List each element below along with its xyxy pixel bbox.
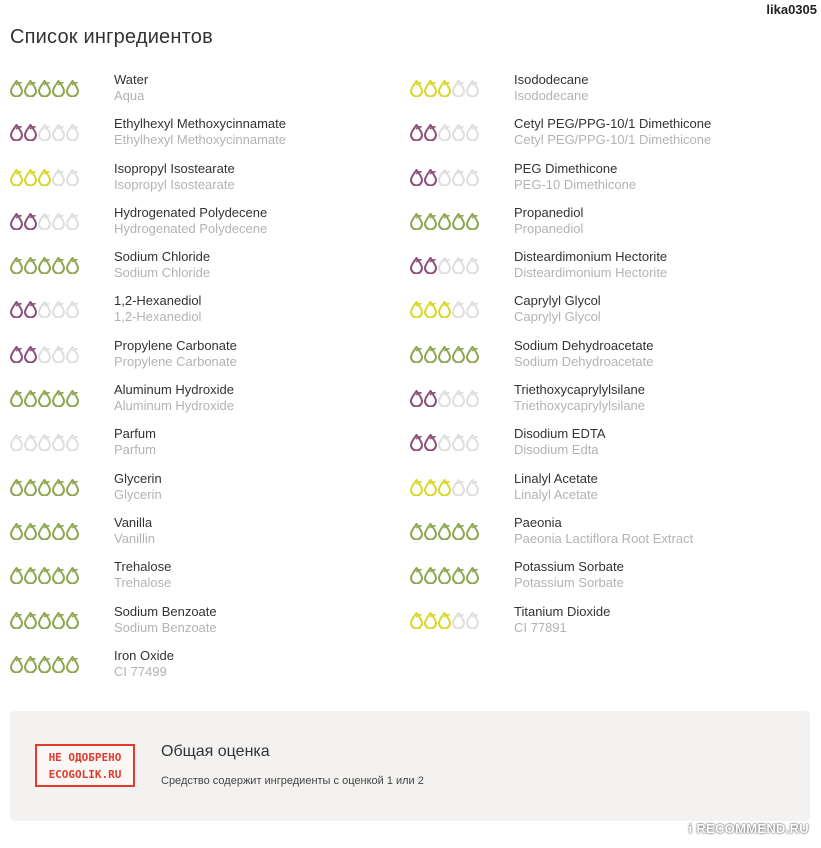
drop-icon — [410, 301, 423, 318]
drop-icon — [66, 301, 79, 318]
drop-icon — [52, 346, 65, 363]
drop-icon — [410, 80, 423, 97]
drop-icon — [38, 567, 51, 584]
ingredient-inci-name: Glycerin — [114, 486, 162, 502]
ingredient-name[interactable]: Propylene Carbonate — [114, 337, 237, 353]
ingredient-row[interactable] — [410, 559, 810, 603]
drop-icon — [66, 434, 79, 451]
ingredient-names — [114, 293, 201, 325]
ingredient-name[interactable]: Potassium Sorbate — [514, 559, 624, 575]
ingredient-names — [114, 249, 210, 281]
drop-icon — [38, 213, 51, 230]
drop-icon — [24, 567, 37, 584]
ingredient-names — [514, 161, 636, 193]
ingredient-names — [114, 161, 235, 193]
ingredient-row[interactable] — [10, 604, 410, 648]
drop-icon — [410, 434, 423, 451]
drop-icon — [410, 213, 423, 230]
ingredient-row[interactable] — [10, 205, 410, 249]
drop-icon — [410, 567, 423, 584]
ingredient-names — [114, 426, 156, 458]
drop-icon — [24, 346, 37, 363]
drop-icon — [466, 567, 479, 584]
ingredient-names — [514, 559, 624, 591]
ingredient-row[interactable] — [410, 471, 810, 515]
ingredient-name[interactable]: Triethoxycaprylylsilane — [514, 382, 646, 398]
drop-icon — [38, 169, 51, 186]
ingredient-row[interactable] — [10, 648, 410, 692]
drop-icon — [24, 169, 37, 186]
ingredient-name[interactable]: Hydrogenated Polydecene — [114, 204, 268, 220]
ingredient-inci-name: Paeonia Lactiflora Root Extract — [514, 530, 694, 546]
drop-icon — [10, 346, 23, 363]
ingredient-names — [114, 205, 267, 237]
drop-icon — [10, 390, 23, 407]
overall-rating-title: Общая оценка — [161, 743, 270, 760]
safety-rating — [10, 567, 79, 584]
drop-icon — [24, 124, 37, 141]
drop-icon — [424, 567, 437, 584]
safety-rating — [410, 257, 479, 274]
ingredient-row[interactable] — [410, 604, 810, 648]
ingredient-names — [514, 338, 653, 370]
drop-icon — [52, 213, 65, 230]
ingredient-names — [514, 604, 610, 636]
drop-icon — [424, 257, 437, 274]
ingredient-row[interactable] — [10, 382, 410, 426]
ingredient-row[interactable] — [10, 559, 410, 603]
drop-icon — [10, 301, 23, 318]
ingredient-inci-name: Sodium Dehydroacetate — [514, 353, 654, 369]
drop-icon — [38, 301, 51, 318]
ingredient-name[interactable]: Linalyl Acetate — [514, 470, 598, 486]
ingredient-name[interactable]: Glycerin — [114, 470, 162, 486]
safety-rating — [10, 257, 79, 274]
drop-icon — [10, 567, 23, 584]
safety-rating — [410, 567, 479, 584]
drop-icon — [66, 169, 79, 186]
ingredient-name[interactable]: Propanediol — [514, 204, 584, 220]
drop-icon — [410, 390, 423, 407]
ingredient-names — [514, 515, 693, 547]
ingredient-inci-name: Aluminum Hydroxide — [114, 398, 234, 414]
ingredient-row[interactable] — [10, 161, 410, 205]
ingredient-row[interactable] — [10, 471, 410, 515]
ingredient-names — [114, 116, 286, 148]
ingredient-inci-name: Hydrogenated Polydecene — [114, 220, 268, 236]
drop-icon — [52, 257, 65, 274]
drop-icon — [52, 479, 65, 496]
ingredient-inci-name: Parfum — [114, 442, 156, 458]
drop-icon — [52, 301, 65, 318]
ingredient-inci-name: Triethoxycaprylylsilane — [514, 398, 646, 414]
username: lika0305 — [766, 2, 817, 17]
drop-icon — [466, 390, 479, 407]
drop-icon — [38, 656, 51, 673]
ingredient-names — [514, 426, 606, 458]
drop-icon — [452, 213, 465, 230]
drop-icon — [66, 523, 79, 540]
drop-icon — [452, 390, 465, 407]
ingredient-row[interactable] — [410, 161, 810, 205]
ingredient-names — [114, 515, 155, 547]
drop-icon — [466, 612, 479, 629]
ingredient-names — [514, 205, 583, 237]
drop-icon — [38, 479, 51, 496]
drop-icon — [24, 301, 37, 318]
drop-icon — [466, 213, 479, 230]
drop-icon — [424, 301, 437, 318]
drop-icon — [438, 390, 451, 407]
ingredient-name[interactable]: Sodium Chloride — [114, 249, 211, 265]
ingredient-row[interactable] — [410, 338, 810, 382]
drop-icon — [52, 80, 65, 97]
ingredient-names — [514, 116, 711, 148]
ingredient-name[interactable]: Cetyl PEG/PPG-10/1 Dimethicone — [514, 116, 712, 132]
ingredient-names — [514, 382, 645, 414]
safety-rating — [10, 390, 79, 407]
drop-icon — [24, 656, 37, 673]
safety-rating — [410, 169, 479, 186]
drop-icon — [66, 567, 79, 584]
ingredient-list-left — [10, 72, 410, 692]
drop-icon — [38, 257, 51, 274]
drop-icon — [410, 612, 423, 629]
safety-rating — [10, 346, 79, 363]
safety-rating — [10, 301, 79, 318]
safety-rating — [410, 301, 479, 318]
safety-rating — [410, 80, 479, 97]
drop-icon — [466, 80, 479, 97]
drop-icon — [452, 301, 465, 318]
drop-icon — [24, 213, 37, 230]
drop-icon — [10, 169, 23, 186]
ingredient-name[interactable]: PEG Dimethicone — [514, 160, 618, 176]
drop-icon — [38, 346, 51, 363]
ingredient-list-right — [410, 72, 810, 648]
drop-icon — [466, 169, 479, 186]
ingredient-name[interactable]: Vanilla — [114, 514, 153, 530]
ingredient-inci-name: 1,2-Hexanediol — [114, 309, 202, 325]
ingredient-row[interactable] — [10, 249, 410, 293]
drop-icon — [66, 479, 79, 496]
watermark: i RECOMMEND.RU — [688, 821, 809, 836]
drop-icon — [452, 567, 465, 584]
drop-icon — [38, 612, 51, 629]
ingredient-row[interactable] — [410, 72, 810, 116]
drop-icon — [10, 656, 23, 673]
drop-icon — [466, 301, 479, 318]
drop-icon — [10, 479, 23, 496]
ingredient-inci-name: PEG-10 Dimethicone — [514, 176, 637, 192]
drop-icon — [410, 346, 423, 363]
ingredient-names — [114, 471, 162, 503]
drop-icon — [466, 523, 479, 540]
ingredient-names — [114, 559, 171, 591]
drop-icon — [410, 257, 423, 274]
drop-icon — [466, 346, 479, 363]
drop-icon — [424, 346, 437, 363]
drop-icon — [438, 213, 451, 230]
ingredient-row[interactable] — [410, 515, 810, 559]
ingredient-row[interactable] — [410, 116, 810, 160]
drop-icon — [52, 523, 65, 540]
ingredient-inci-name: CI 77499 — [114, 663, 167, 679]
drop-icon — [52, 567, 65, 584]
ingredient-inci-name: Propanediol — [514, 220, 584, 236]
drop-icon — [424, 479, 437, 496]
ingredient-name[interactable]: Iron Oxide — [114, 647, 174, 663]
drop-icon — [10, 612, 23, 629]
safety-rating — [10, 124, 79, 141]
ingredient-inci-name: Cetyl PEG/PPG-10/1 Dimethicone — [514, 132, 712, 148]
drop-icon — [438, 567, 451, 584]
drop-icon — [410, 169, 423, 186]
ingredient-name[interactable]: Isopropyl Isostearate — [114, 160, 235, 176]
drop-icon — [424, 124, 437, 141]
drop-icon — [24, 612, 37, 629]
drop-icon — [38, 434, 51, 451]
ingredient-row[interactable] — [10, 293, 410, 337]
drop-icon — [424, 523, 437, 540]
drop-icon — [466, 434, 479, 451]
ingredient-row[interactable] — [10, 426, 410, 470]
ingredient-inci-name: Disteardimonium Hectorite — [514, 265, 668, 281]
ingredient-names — [114, 604, 217, 636]
drop-icon — [66, 80, 79, 97]
ingredient-names — [514, 293, 601, 325]
drop-icon — [424, 612, 437, 629]
safety-rating — [10, 656, 79, 673]
drop-icon — [452, 124, 465, 141]
safety-rating — [410, 523, 479, 540]
ingredient-inci-name: Propylene Carbonate — [114, 353, 237, 369]
drop-icon — [52, 124, 65, 141]
safety-rating — [10, 434, 79, 451]
ingredient-inci-name: Isopropyl Isostearate — [114, 176, 235, 192]
drop-icon — [438, 257, 451, 274]
page-title: Список ингредиентов — [10, 26, 213, 48]
drop-icon — [66, 213, 79, 230]
ingredient-names — [514, 471, 598, 503]
drop-icon — [52, 390, 65, 407]
drop-icon — [438, 346, 451, 363]
drop-icon — [452, 479, 465, 496]
drop-icon — [10, 80, 23, 97]
drop-icon — [24, 390, 37, 407]
drop-icon — [466, 124, 479, 141]
stamp-line-1: НЕ ОДОБРЕНО — [48, 751, 122, 764]
drop-icon — [38, 80, 51, 97]
drop-icon — [410, 124, 423, 141]
ingredient-inci-name: CI 77891 — [514, 619, 567, 635]
drop-icon — [52, 169, 65, 186]
drop-icon — [438, 523, 451, 540]
drop-icon — [438, 301, 451, 318]
ingredient-inci-name: Vanillin — [114, 530, 155, 546]
stamp-line-2: ECOGOLIK.RU — [48, 768, 122, 781]
drop-icon — [10, 434, 23, 451]
ingredient-row[interactable] — [10, 116, 410, 160]
safety-rating — [10, 479, 79, 496]
ingredient-row[interactable] — [410, 426, 810, 470]
ingredient-row[interactable] — [10, 515, 410, 559]
drop-icon — [452, 80, 465, 97]
ingredient-name[interactable]: Caprylyl Glycol — [514, 293, 601, 309]
ingredient-inci-name: Aqua — [114, 88, 145, 103]
ingredient-name[interactable]: Disteardimonium Hectorite — [514, 249, 668, 265]
drop-icon — [452, 346, 465, 363]
ingredient-name[interactable]: 1,2-Hexanediol — [114, 293, 202, 309]
safety-rating — [410, 434, 479, 451]
drop-icon — [452, 257, 465, 274]
drop-icon — [10, 257, 23, 274]
drop-icon — [438, 169, 451, 186]
drop-icon — [438, 479, 451, 496]
safety-rating — [410, 124, 479, 141]
ingredient-name[interactable]: Ethylhexyl Methoxycinnamate — [114, 116, 286, 132]
safety-rating — [10, 169, 79, 186]
ingredient-names — [114, 648, 174, 680]
ingredient-row[interactable] — [410, 249, 810, 293]
ingredient-name[interactable]: Water — [114, 72, 149, 87]
ingredient-name[interactable]: Sodium Dehydroacetate — [514, 337, 654, 353]
drop-icon — [24, 434, 37, 451]
drop-icon — [466, 257, 479, 274]
safety-rating — [410, 612, 479, 629]
ingredient-inci-name: Caprylyl Glycol — [514, 309, 601, 325]
drop-icon — [10, 213, 23, 230]
safety-rating — [10, 80, 79, 97]
drop-icon — [424, 80, 437, 97]
drop-icon — [24, 257, 37, 274]
drop-icon — [66, 612, 79, 629]
ingredient-inci-name: Sodium Benzoate — [114, 619, 217, 635]
drop-icon — [24, 80, 37, 97]
drop-icon — [424, 390, 437, 407]
ingredient-names — [514, 249, 667, 281]
drop-icon — [438, 80, 451, 97]
drop-icon — [452, 612, 465, 629]
ingredient-inci-name: Linalyl Acetate — [514, 486, 598, 502]
drop-icon — [66, 656, 79, 673]
overall-rating-text: Средство содержит ингредиенты с оценкой 1 или 2 — [161, 775, 424, 787]
drop-icon — [24, 523, 37, 540]
ingredient-inci-name: Trehalose — [114, 575, 172, 591]
drop-icon — [424, 434, 437, 451]
ingredient-inci-name: Disodium Edta — [514, 442, 599, 458]
drop-icon — [38, 390, 51, 407]
drop-icon — [24, 479, 37, 496]
drop-icon — [66, 257, 79, 274]
drop-icon — [66, 124, 79, 141]
ingredient-name[interactable]: Paeonia — [514, 514, 562, 530]
safety-rating — [410, 479, 479, 496]
drop-icon — [452, 169, 465, 186]
ingredient-name[interactable]: Isododecane — [514, 72, 589, 87]
ingredient-name[interactable]: Parfum — [114, 426, 156, 442]
drop-icon — [66, 390, 79, 407]
drop-icon — [438, 124, 451, 141]
ingredient-names — [114, 72, 148, 104]
ingredient-row[interactable] — [410, 205, 810, 249]
drop-icon — [410, 479, 423, 496]
drop-icon — [438, 434, 451, 451]
ingredient-row[interactable] — [410, 293, 810, 337]
ingredient-names — [514, 72, 588, 104]
overall-rating-panel — [10, 711, 810, 821]
ingredient-inci-name: Isododecane — [514, 88, 589, 103]
ingredient-name[interactable]: Trehalose — [114, 559, 172, 575]
ingredient-name[interactable]: Disodium EDTA — [514, 426, 606, 442]
ingredient-names — [114, 382, 234, 414]
drop-icon — [38, 124, 51, 141]
ingredient-row[interactable] — [410, 382, 810, 426]
drop-icon — [424, 169, 437, 186]
ingredient-name[interactable]: Sodium Benzoate — [114, 603, 217, 619]
drop-icon — [66, 346, 79, 363]
ingredient-row[interactable] — [10, 72, 410, 116]
ingredient-inci-name: Potassium Sorbate — [514, 575, 624, 591]
safety-rating — [410, 346, 479, 363]
drop-icon — [452, 523, 465, 540]
drop-icon — [52, 612, 65, 629]
safety-rating — [10, 612, 79, 629]
safety-rating — [10, 213, 79, 230]
drop-icon — [52, 656, 65, 673]
safety-rating — [10, 523, 79, 540]
ingredient-inci-name: Ethylhexyl Methoxycinnamate — [114, 132, 286, 148]
not-approved-stamp — [35, 744, 135, 787]
drop-icon — [424, 213, 437, 230]
ingredient-inci-name: Sodium Chloride — [114, 265, 211, 281]
ingredient-name[interactable]: Titanium Dioxide — [514, 603, 611, 619]
safety-rating — [410, 213, 479, 230]
drop-icon — [10, 124, 23, 141]
ingredient-names — [114, 338, 237, 370]
drop-icon — [438, 612, 451, 629]
ingredient-row[interactable] — [10, 338, 410, 382]
ingredient-name[interactable]: Aluminum Hydroxide — [114, 382, 234, 398]
drop-icon — [452, 434, 465, 451]
drop-icon — [466, 479, 479, 496]
safety-rating — [410, 390, 479, 407]
drop-icon — [38, 523, 51, 540]
drop-icon — [52, 434, 65, 451]
drop-icon — [410, 523, 423, 540]
drop-icon — [10, 523, 23, 540]
